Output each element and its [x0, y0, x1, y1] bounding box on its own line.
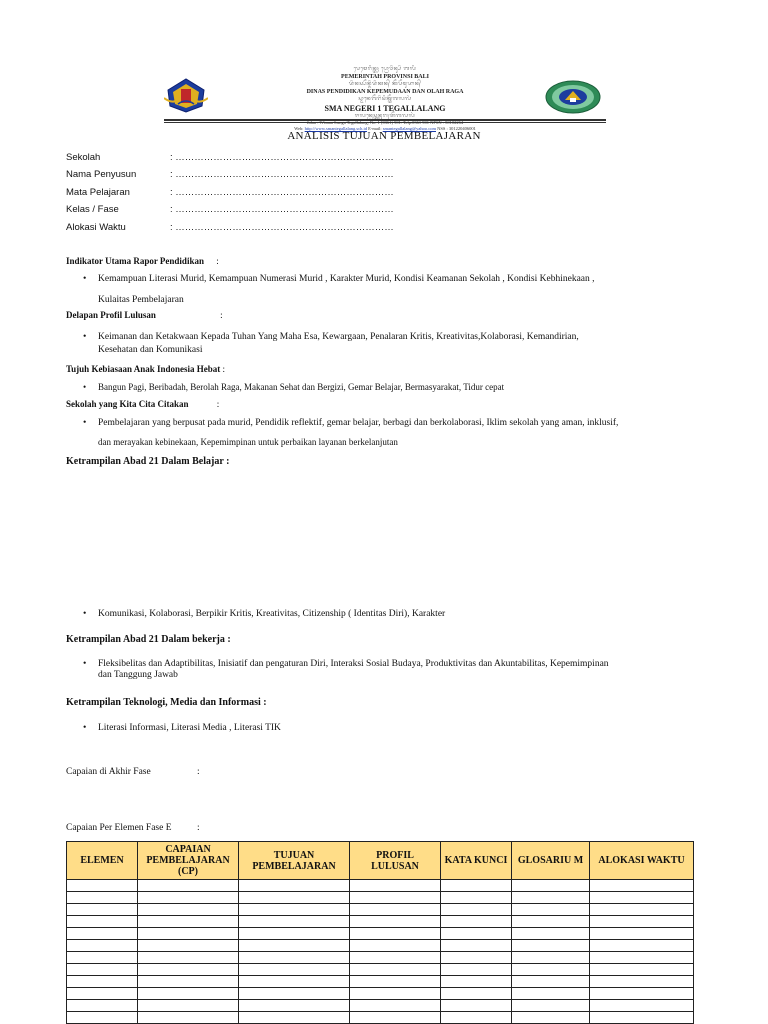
- heading-indikator-utama: [66, 256, 219, 266]
- table-row: [67, 904, 694, 916]
- table-cell[interactable]: [590, 880, 694, 892]
- list-item: [83, 659, 718, 681]
- table-row: [67, 880, 694, 892]
- list-item: [83, 608, 718, 621]
- list-item-text: Keimanan dan Ketakwaan Kepada Tuhan Yang Maha Esa, Kewargaan, Penalaran Kritis, Kreativitas,Kolaborasi, Kemandirian,: [98, 332, 579, 342]
- table-cell[interactable]: [350, 952, 441, 964]
- table-cell[interactable]: [512, 904, 590, 916]
- table-row: [67, 892, 694, 904]
- table-cell[interactable]: [350, 916, 441, 928]
- col-header-kata-kunci: KATA KUNCI: [441, 842, 512, 880]
- web-label: Web:: [294, 125, 304, 131]
- table-cell[interactable]: [512, 892, 590, 904]
- table-cell[interactable]: [441, 892, 512, 904]
- table-cell[interactable]: [441, 964, 512, 976]
- table-cell[interactable]: [512, 988, 590, 1000]
- capaian-akhir-fase-label: Capaian di Akhir Fase: [66, 767, 151, 777]
- list-item-text-cont: dan merayakan kebinekaan, Kepemimpinan untuk perbaikan layanan berkelanjutan: [98, 437, 398, 447]
- table-cell[interactable]: [441, 952, 512, 964]
- table-cell[interactable]: [590, 1012, 694, 1024]
- table-cell[interactable]: [239, 928, 350, 940]
- table-cell[interactable]: [138, 928, 239, 940]
- table-cell[interactable]: [441, 1012, 512, 1024]
- heading-text: Indikator Utama Rapor Pendidikan: [66, 256, 204, 266]
- table-cell[interactable]: [441, 988, 512, 1000]
- document-title: ANALISIS TUJUAN PEMBELAJARAN: [287, 130, 481, 142]
- table-row: [67, 1000, 694, 1012]
- table-cell[interactable]: [512, 976, 590, 988]
- bullet-icon: •: [83, 382, 87, 392]
- table-cell[interactable]: [590, 940, 694, 952]
- table-cell[interactable]: [67, 952, 138, 964]
- bullet-icon: •: [83, 274, 87, 284]
- table-cell[interactable]: [138, 892, 239, 904]
- heading-text: Sekolah yang Kita Cita Citakan: [66, 399, 189, 409]
- department-name: DINAS PENDIDIKAN KEPEMUDAAN DAN OLAH RAGA: [306, 88, 464, 95]
- table-cell[interactable]: [512, 964, 590, 976]
- heading-profil-lulusan: [66, 310, 223, 320]
- table-cell[interactable]: [350, 892, 441, 904]
- list-item: [83, 331, 718, 357]
- heading-colon: :: [222, 364, 225, 374]
- email-link[interactable]: smantegallalang@yahoo.com: [382, 125, 436, 131]
- province-emblem-logo: [164, 76, 208, 114]
- table-cell[interactable]: [138, 1000, 239, 1012]
- table-cell[interactable]: [512, 952, 590, 964]
- col-header-elemen: ELEMEN: [67, 842, 138, 880]
- table-cell[interactable]: [512, 916, 590, 928]
- table-cell[interactable]: [138, 952, 239, 964]
- heading-colon: :: [220, 310, 223, 320]
- field-value-alokasi-waktu[interactable]: : ……………………………………………………………: [170, 222, 394, 233]
- field-label-sekolah: Sekolah: [66, 152, 101, 163]
- field-label-nama-penyusun: Nama Penyusun: [66, 169, 137, 180]
- table-cell[interactable]: [138, 976, 239, 988]
- table-cell[interactable]: [350, 940, 441, 952]
- table-cell[interactable]: [138, 880, 239, 892]
- table-body: [67, 880, 694, 1024]
- heading-tujuh-kebiasaan: [66, 364, 225, 374]
- table-cell[interactable]: [441, 904, 512, 916]
- table-cell[interactable]: [239, 1012, 350, 1024]
- school-emblem-logo: [545, 80, 601, 114]
- list-item: [83, 417, 718, 449]
- list-item-text-cont: Kulaitas Pembelajaran: [98, 295, 184, 305]
- list-item-text: Komunikasi, Kolaborasi, Berpikir Kritis, Kreativitas, Citizenship ( Identitas Diri), Karakter: [98, 609, 446, 619]
- list-item-text: Fleksibelitas dan Adaptibilitas, Inisiatif dan pengaturan Diri, Interaksi Sosial Budaya, Produktivitas dan Akuntabilitas, Kepemimpinan: [98, 659, 609, 669]
- table-cell[interactable]: [590, 928, 694, 940]
- table-cell[interactable]: [441, 1000, 512, 1012]
- table-cell[interactable]: [239, 904, 350, 916]
- field-value-mata-pelajaran[interactable]: : ……………………………………………………………: [170, 187, 394, 198]
- table-cell[interactable]: [239, 976, 350, 988]
- table-cell[interactable]: [350, 928, 441, 940]
- heading-text: Delapan Profil Lulusan: [66, 310, 156, 320]
- table-row: [67, 940, 694, 952]
- school-name: SMA NEGERI 1 TEGALLALANG: [324, 103, 446, 113]
- heading-abad21-belajar: Ketrampilan Abad 21 Dalam Belajar :: [66, 456, 230, 467]
- list-item-text: Kemampuan Literasi Murid, Kemampuan Numerasi Murid , Karakter Murid, Kondisi Keamanan Sekolah , Kondisi Kebhinekaan ,: [98, 274, 595, 284]
- col-header-alokasi: ALOKASI WAKTU: [590, 842, 694, 880]
- table-cell[interactable]: [67, 916, 138, 928]
- table-row: [67, 952, 694, 964]
- list-item-text-cont: dan Tanggung Jawab: [98, 670, 178, 680]
- bullet-icon: •: [83, 723, 87, 733]
- table-cell[interactable]: [239, 952, 350, 964]
- table-cell[interactable]: [590, 904, 694, 916]
- table-cell[interactable]: [138, 916, 239, 928]
- table-row: [67, 1012, 694, 1024]
- col-header-glosarium: GLOSARIU M: [512, 842, 590, 880]
- list-item: [83, 381, 718, 394]
- table-cell[interactable]: [590, 988, 694, 1000]
- capaian-elemen-label: Capaian Per Elemen Fase E: [66, 823, 172, 833]
- table-cell[interactable]: [138, 940, 239, 952]
- table-cell[interactable]: [441, 940, 512, 952]
- table-cell[interactable]: [239, 916, 350, 928]
- table-header-row: [67, 842, 694, 880]
- table-cell[interactable]: [350, 964, 441, 976]
- table-cell[interactable]: [512, 940, 590, 952]
- table-cell[interactable]: [350, 976, 441, 988]
- bullet-icon: •: [83, 418, 87, 428]
- table-cell[interactable]: [67, 940, 138, 952]
- table-cell[interactable]: [239, 940, 350, 952]
- col-header-profil: PROFIL LULUSAN: [350, 842, 441, 880]
- heading-colon: :: [216, 399, 220, 409]
- email-label: E-mail:: [368, 125, 382, 131]
- table-cell[interactable]: [67, 988, 138, 1000]
- field-label-mata-pelajaran: Mata Pelajaran: [66, 187, 130, 198]
- table-cell[interactable]: [441, 976, 512, 988]
- list-item-text-cont: Kesehatan dan Komunikasi: [98, 345, 203, 355]
- table-cell[interactable]: [239, 892, 350, 904]
- table-cell[interactable]: [590, 976, 694, 988]
- table-cell[interactable]: [67, 964, 138, 976]
- field-value-nama-penyusun[interactable]: : ……………………………………………………………: [170, 169, 394, 180]
- table-row: [67, 988, 694, 1000]
- heading-abad21-bekerja: Ketrampilan Abad 21 Dalam bekerja :: [66, 634, 231, 645]
- government-name: PEMERINTAH PROVINSI BALI: [341, 73, 429, 80]
- table-cell[interactable]: [512, 1012, 590, 1024]
- table-cell[interactable]: [239, 1000, 350, 1012]
- list-item-text: Bangun Pagi, Beribadah, Berolah Raga, Makanan Sehat dan Bergizi, Gemar Belajar, Bermasyarakat, Tidur cepat: [98, 382, 505, 392]
- table-cell[interactable]: [512, 1000, 590, 1012]
- table-cell[interactable]: [350, 1000, 441, 1012]
- table-cell[interactable]: [590, 1000, 694, 1012]
- letterhead-divider-thin: [164, 122, 606, 123]
- table-cell[interactable]: [441, 916, 512, 928]
- balinese-script-line: ᬧᬾᬫᬾᬭᬶᬦ᭄ᬢᬄ ᬧ᭄ᬭᭀᬯᬶᬦ᭄ᬲᬶ ᬩᬮᬶ: [353, 67, 417, 72]
- balinese-script-line: ᬚᬮᬦ᭄ᬯᬾᬲ᭄ᬢᬦ᭄ᬮᬸᬭᬄᬢᭂᬕᬮᬮᬂ: [354, 113, 416, 119]
- heading-text: Tujuh Kebiasaan Anak Indonesia Hebat: [66, 364, 221, 374]
- table-cell[interactable]: [512, 928, 590, 940]
- table-cell[interactable]: [350, 1012, 441, 1024]
- table-cell[interactable]: [67, 1012, 138, 1024]
- table-cell[interactable]: [590, 892, 694, 904]
- web-link[interactable]: http://www.smantegallalang.sch.id: [304, 125, 367, 131]
- capaian-akhir-fase-colon: :: [197, 767, 200, 777]
- list-item: [83, 273, 718, 307]
- table-cell[interactable]: [350, 988, 441, 1000]
- table-cell[interactable]: [590, 916, 694, 928]
- table-cell[interactable]: [350, 904, 441, 916]
- table-cell[interactable]: [590, 952, 694, 964]
- list-item-text: Literasi Informasi, Literasi Media , Literasi TIK: [98, 723, 281, 733]
- table-cell[interactable]: [67, 904, 138, 916]
- capaian-elemen-colon: :: [197, 823, 200, 833]
- table-cell[interactable]: [239, 880, 350, 892]
- field-value-kelas-fase[interactable]: : ……………………………………………………………: [170, 204, 394, 215]
- table-cell[interactable]: [590, 964, 694, 976]
- table-row: [67, 916, 694, 928]
- heading-sekolah-cita: [66, 399, 219, 409]
- table-row: [67, 964, 694, 976]
- table-cell[interactable]: [67, 880, 138, 892]
- table-cell[interactable]: [239, 964, 350, 976]
- field-value-sekolah[interactable]: : ……………………………………………………………: [170, 152, 394, 163]
- table-cell[interactable]: [441, 880, 512, 892]
- table-cell[interactable]: [67, 928, 138, 940]
- table-cell[interactable]: [239, 988, 350, 1000]
- analysis-table: [66, 841, 694, 1024]
- bullet-icon: •: [83, 659, 87, 669]
- heading-colon: :: [216, 256, 219, 266]
- col-header-capaian: CAPAIAN PEMBELAJARAN (CP): [138, 842, 239, 880]
- heading-teknologi: Ketrampilan Teknologi, Media dan Informasi :: [66, 697, 267, 708]
- table-cell[interactable]: [441, 928, 512, 940]
- table-row: [67, 928, 694, 940]
- list-item: [83, 722, 718, 735]
- table-cell[interactable]: [138, 1012, 239, 1024]
- table-cell[interactable]: [138, 904, 239, 916]
- balinese-script-line: ᬤᬶᬦᬲ᭄ᬧᭂᬦ᭄ᬤᬶᬤᬶᬓᬦ᭄ ᬓᭂᬧᭂᬫᬸᬤᬵᬦ᭄: [348, 82, 422, 87]
- table-cell[interactable]: [67, 976, 138, 988]
- field-label-kelas-fase: Kelas / Fase: [66, 204, 119, 215]
- table-row: [67, 976, 694, 988]
- list-item-text: Pembelajaran yang berpusat pada murid, Pendidik reflektif, gemar belajar, berbagi dan berkolaborasi, Iklim sekolah yang aman, inklusif,: [98, 418, 619, 428]
- bullet-icon: •: [83, 332, 87, 342]
- nss-number: NSS : 301220406001: [437, 125, 476, 131]
- bullet-icon: •: [83, 609, 87, 619]
- table-cell[interactable]: [67, 1000, 138, 1012]
- table-cell[interactable]: [350, 880, 441, 892]
- table-cell[interactable]: [138, 988, 239, 1000]
- table-cell[interactable]: [67, 892, 138, 904]
- table-cell[interactable]: [138, 964, 239, 976]
- balinese-script-line: ᬲ᭄ᬫᬵᬦᬾᬕᭂᬭᬶᬲᬶᬓ᭄ᬢᭂᬕᬮᬮᬂ: [358, 97, 412, 102]
- letterhead-divider: [164, 119, 606, 121]
- table-cell[interactable]: [512, 880, 590, 892]
- field-label-alokasi-waktu: Alokasi Waktu: [66, 222, 126, 233]
- col-header-tujuan: TUJUAN PEMBELAJARAN: [239, 842, 350, 880]
